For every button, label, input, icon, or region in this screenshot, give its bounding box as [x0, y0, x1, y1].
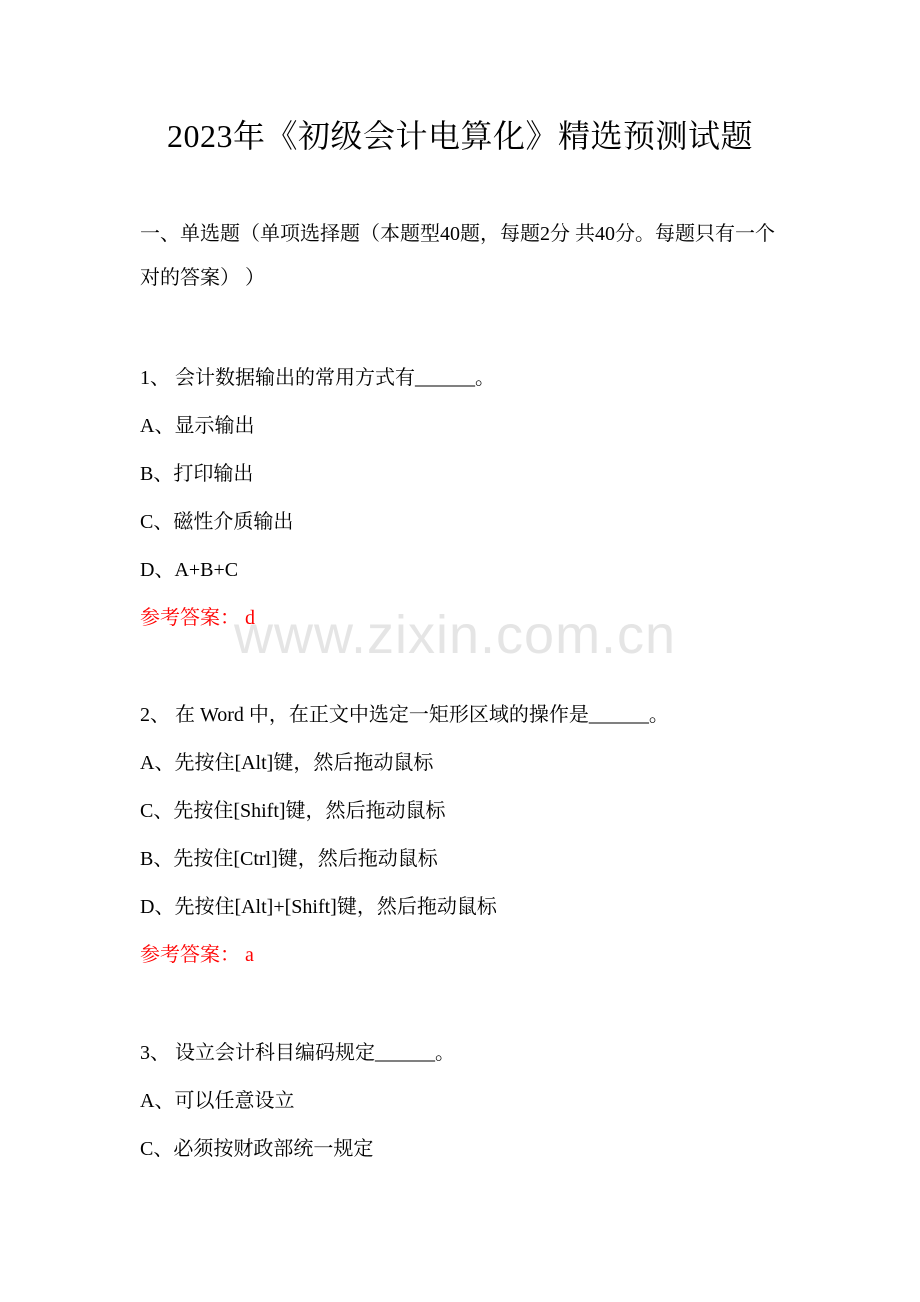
document-title: 2023年《初级会计电算化》精选预测试题 — [166, 118, 753, 154]
watermark-text: www.zixin.com.cn — [234, 605, 677, 665]
question-1-option-b: B、打印输出 — [140, 463, 254, 485]
question-2-option-a: A、先按住[Alt]键，然后拖动鼠标 — [140, 752, 434, 774]
question-1-option-d: D、A+B+C — [140, 559, 239, 581]
question-2-option-d: D、先按住[Alt]+[Shift]键，然后拖动鼠标 — [140, 896, 497, 918]
question-2-option-c: C、先按住[Shift]键，然后拖动鼠标 — [140, 800, 446, 822]
question-3-stem: 3、 设立会计科目编码规定______。 — [140, 1042, 455, 1064]
question-2-answer: 参考答案： a — [140, 944, 254, 966]
question-1-stem: 1、 会计数据输出的常用方式有______。 — [140, 367, 495, 389]
question-2-stem: 2、 在 Word 中，在正文中选定一矩形区域的操作是______。 — [140, 704, 669, 726]
question-1-option-a: A、显示输出 — [140, 415, 255, 437]
section-heading: 一、单选题（单项选择题（本题型40题，每题2分 共40分。每题只有一个对的答案） ） — [140, 223, 775, 289]
question-1-answer: 参考答案： d — [140, 607, 255, 629]
question-3-option-a: A、可以任意设立 — [140, 1090, 295, 1112]
question-3-option-c: C、必须按财政部统一规定 — [140, 1138, 374, 1160]
question-1-option-c: C、磁性介质输出 — [140, 511, 294, 533]
question-2-option-b: B、先按住[Ctrl]键，然后拖动鼠标 — [140, 848, 438, 870]
